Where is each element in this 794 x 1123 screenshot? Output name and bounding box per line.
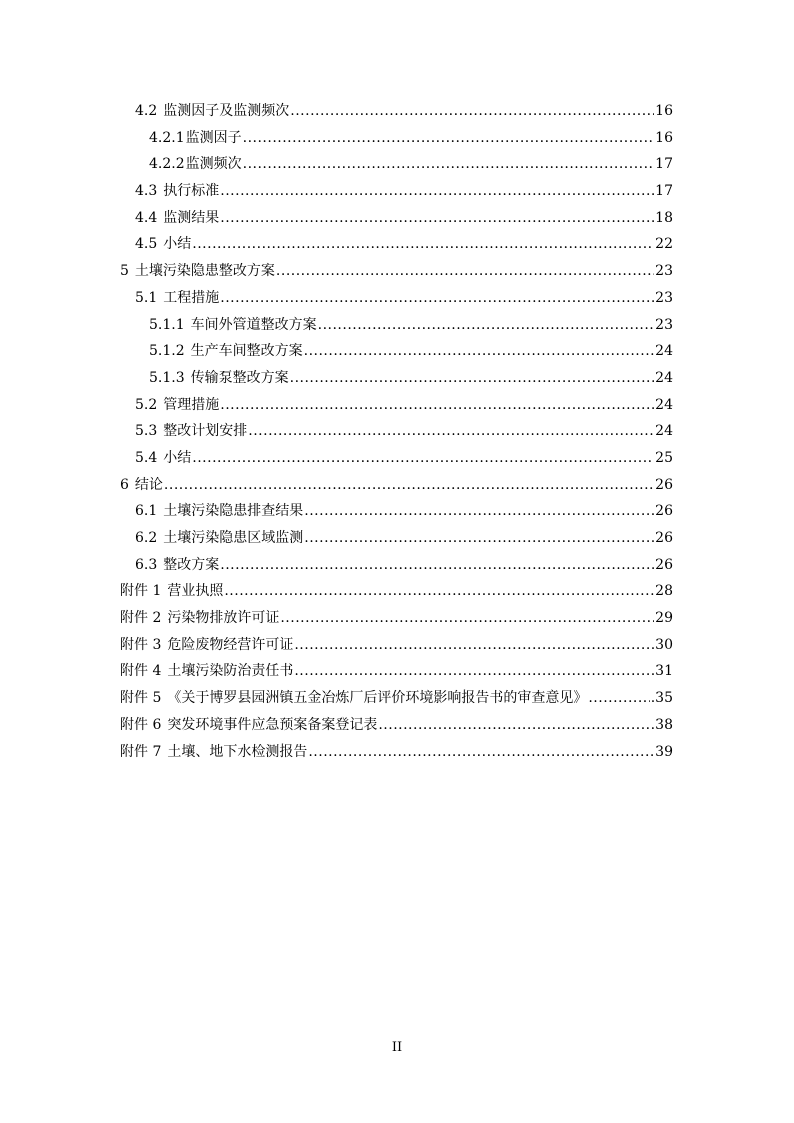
toc-entry-number: 4.3 xyxy=(135,183,158,200)
toc-entry-title: 执行标准 xyxy=(163,183,220,200)
toc-entry-number: 5.1.1 xyxy=(149,316,185,333)
toc-dot-leader xyxy=(192,445,654,472)
toc-entry-page: 23 xyxy=(655,289,673,306)
toc-entry-title: 结论 xyxy=(134,476,163,493)
toc-entry[interactable] xyxy=(120,151,673,178)
toc-entry[interactable] xyxy=(120,338,673,365)
toc-entry-number: 4.5 xyxy=(135,236,158,253)
toc-entry-number: 4.2.1 xyxy=(149,129,185,146)
toc-entry-number: 4.2.2 xyxy=(149,156,185,173)
toc-dot-leader xyxy=(248,418,654,445)
toc-entry-title: 土壤、地下水检测报告 xyxy=(167,743,308,760)
toc-entry[interactable] xyxy=(120,258,673,285)
toc-entry-title: 土壤污染防治责任书 xyxy=(167,663,294,680)
toc-entry[interactable] xyxy=(120,605,673,632)
toc-dot-leader xyxy=(290,98,654,125)
toc-entry-title: 污染物排放许可证 xyxy=(167,610,280,627)
toc-dot-leader xyxy=(243,125,655,152)
toc-entry[interactable] xyxy=(120,658,673,685)
toc-entry[interactable] xyxy=(120,285,673,312)
toc-entry-number: 5.3 xyxy=(135,423,158,440)
toc-dot-leader xyxy=(290,365,655,392)
toc-entry-number: 6.3 xyxy=(135,556,158,573)
toc-entry-page: 24 xyxy=(655,369,673,386)
toc-entry-number: 4.2 xyxy=(135,103,158,119)
toc-entry[interactable] xyxy=(120,498,673,525)
toc-entry-title: 小结 xyxy=(163,449,192,466)
toc-entry-number: 5.4 xyxy=(135,449,158,466)
toc-entry-number: 5.1.2 xyxy=(149,343,185,360)
toc-entry-page: 17 xyxy=(655,156,673,173)
toc-entry-number: 5 xyxy=(120,263,129,280)
toc-entry[interactable] xyxy=(120,125,673,152)
toc-entry-number: 6.2 xyxy=(135,530,158,546)
toc-entry-page: 26 xyxy=(655,503,673,520)
toc-dot-leader xyxy=(164,472,654,499)
toc-entry-title: 监测因子 xyxy=(185,129,242,146)
toc-entry-title: 整改方案 xyxy=(163,556,220,573)
toc-entry[interactable] xyxy=(120,445,673,472)
toc-entry-page: 38 xyxy=(655,716,673,733)
toc-entry-number: 附件 2 xyxy=(120,610,162,627)
toc-entry[interactable] xyxy=(120,392,673,419)
toc-entry-title: 危险废物经营许可证 xyxy=(167,636,294,653)
toc-entry-title: 传输泵整改方案 xyxy=(190,369,289,386)
toc-entry-title: 监测频次 xyxy=(185,156,242,173)
toc-dot-leader xyxy=(304,525,654,552)
toc-entry-number: 5.2 xyxy=(135,396,158,413)
toc-entry-number: 附件 7 xyxy=(120,743,162,760)
toc-entry[interactable] xyxy=(120,632,673,659)
toc-dot-leader xyxy=(588,685,649,712)
toc-entry-page: 30 xyxy=(655,636,673,653)
toc-entry-number: 附件 4 xyxy=(120,663,162,680)
toc-entry[interactable] xyxy=(120,365,673,392)
toc-entry-page: 39 xyxy=(655,743,673,760)
toc-dot-leader xyxy=(318,312,655,339)
toc-entry-page: 23 xyxy=(655,316,673,333)
toc-dot-leader xyxy=(220,178,654,205)
toc-entry-page: 17 xyxy=(655,183,673,200)
toc-dot-leader xyxy=(294,632,654,659)
toc-entry-page: 24 xyxy=(655,396,673,413)
toc-entry-number: 6 xyxy=(120,476,129,493)
toc-entry-title: 整改计划安排 xyxy=(163,423,248,440)
toc-entry[interactable] xyxy=(120,178,673,205)
toc-entry[interactable] xyxy=(120,312,673,339)
toc-entry-title: 工程措施 xyxy=(163,289,220,306)
toc-dot-leader xyxy=(220,552,654,579)
toc-entry-title: 《关于博罗县园洲镇五金冶炼厂后评价环境影响报告书的审查意见》 xyxy=(167,690,588,707)
toc-entry[interactable] xyxy=(120,712,673,739)
toc-entry[interactable] xyxy=(120,552,673,579)
toc-entry-page: 31 xyxy=(655,663,673,680)
toc-entry[interactable] xyxy=(120,98,673,125)
toc-entry[interactable] xyxy=(120,685,673,712)
toc-entry-title: 土壤污染隐患区域监测 xyxy=(163,530,304,546)
toc-dot-leader xyxy=(280,605,654,632)
toc-entry-title: 突发环境事件应急预案备案登记表 xyxy=(167,716,378,733)
toc-entry-title: 管理措施 xyxy=(163,396,220,413)
toc-dot-leader xyxy=(243,151,655,178)
toc-dot-leader xyxy=(220,205,654,232)
toc-entry-page: .35 xyxy=(650,690,673,707)
toc-entry-number: 6.1 xyxy=(135,503,158,520)
toc-entry-number: 5.1.3 xyxy=(149,369,185,386)
toc-entry-number: 附件 3 xyxy=(120,636,162,653)
toc-entry-page: 18 xyxy=(655,209,673,226)
toc-entry-page: 23 xyxy=(655,263,673,280)
toc-entry[interactable] xyxy=(120,231,673,258)
toc-dot-leader xyxy=(304,338,655,365)
toc-entry-page: 24 xyxy=(655,423,673,440)
toc-entry[interactable] xyxy=(120,578,673,605)
toc-entry-page: 26 xyxy=(655,476,673,493)
toc-entry-title: 监测因子及监测频次 xyxy=(163,103,290,119)
toc-entry-page: 29 xyxy=(655,610,673,627)
toc-entry-number: 附件 6 xyxy=(120,716,162,733)
toc-entry-page: 25 xyxy=(655,449,673,466)
toc-dot-leader xyxy=(276,258,654,285)
toc-entry-page: 26 xyxy=(655,530,673,546)
toc-entry-number: 附件 1 xyxy=(120,583,162,600)
toc-entry-title: 营业执照 xyxy=(167,583,224,600)
toc-dot-leader xyxy=(304,498,654,525)
toc-entry-title: 土壤污染隐患排查结果 xyxy=(163,503,304,520)
toc-entry-page: 16 xyxy=(655,103,673,119)
toc-entry[interactable] xyxy=(120,472,673,499)
toc-dot-leader xyxy=(220,285,654,312)
toc-entry-title: 小结 xyxy=(163,236,192,253)
toc-entry-page: 22 xyxy=(655,236,673,253)
toc-entry[interactable] xyxy=(120,205,673,232)
toc-dot-leader xyxy=(224,578,654,605)
toc-entry[interactable] xyxy=(120,525,673,552)
toc-entry[interactable] xyxy=(120,418,673,445)
toc-entry-title: 生产车间整改方案 xyxy=(190,343,303,360)
toc-entry-number: 4.4 xyxy=(135,209,158,226)
toc-entry-title: 监测结果 xyxy=(163,209,220,226)
toc-entry-title: 车间外管道整改方案 xyxy=(190,316,317,333)
toc-entry-page: 28 xyxy=(655,583,673,600)
toc-entry-number: 5.1 xyxy=(135,289,158,306)
toc-entry-page: 26 xyxy=(655,556,673,573)
toc-dot-leader xyxy=(378,712,654,739)
toc-entry-title: 土壤污染隐患整改方案 xyxy=(134,263,275,280)
page-number-footer: II xyxy=(391,1040,403,1055)
toc-entry-number: 附件 5 xyxy=(120,690,162,707)
toc-dot-leader xyxy=(192,231,654,258)
toc-entry[interactable] xyxy=(120,739,673,766)
toc-dot-leader xyxy=(308,739,654,766)
toc-dot-leader xyxy=(220,392,654,419)
toc-dot-leader xyxy=(294,658,654,685)
toc-entry-page: 24 xyxy=(655,343,673,360)
toc-entry-page: 16 xyxy=(655,129,673,146)
table-of-contents xyxy=(120,98,673,765)
